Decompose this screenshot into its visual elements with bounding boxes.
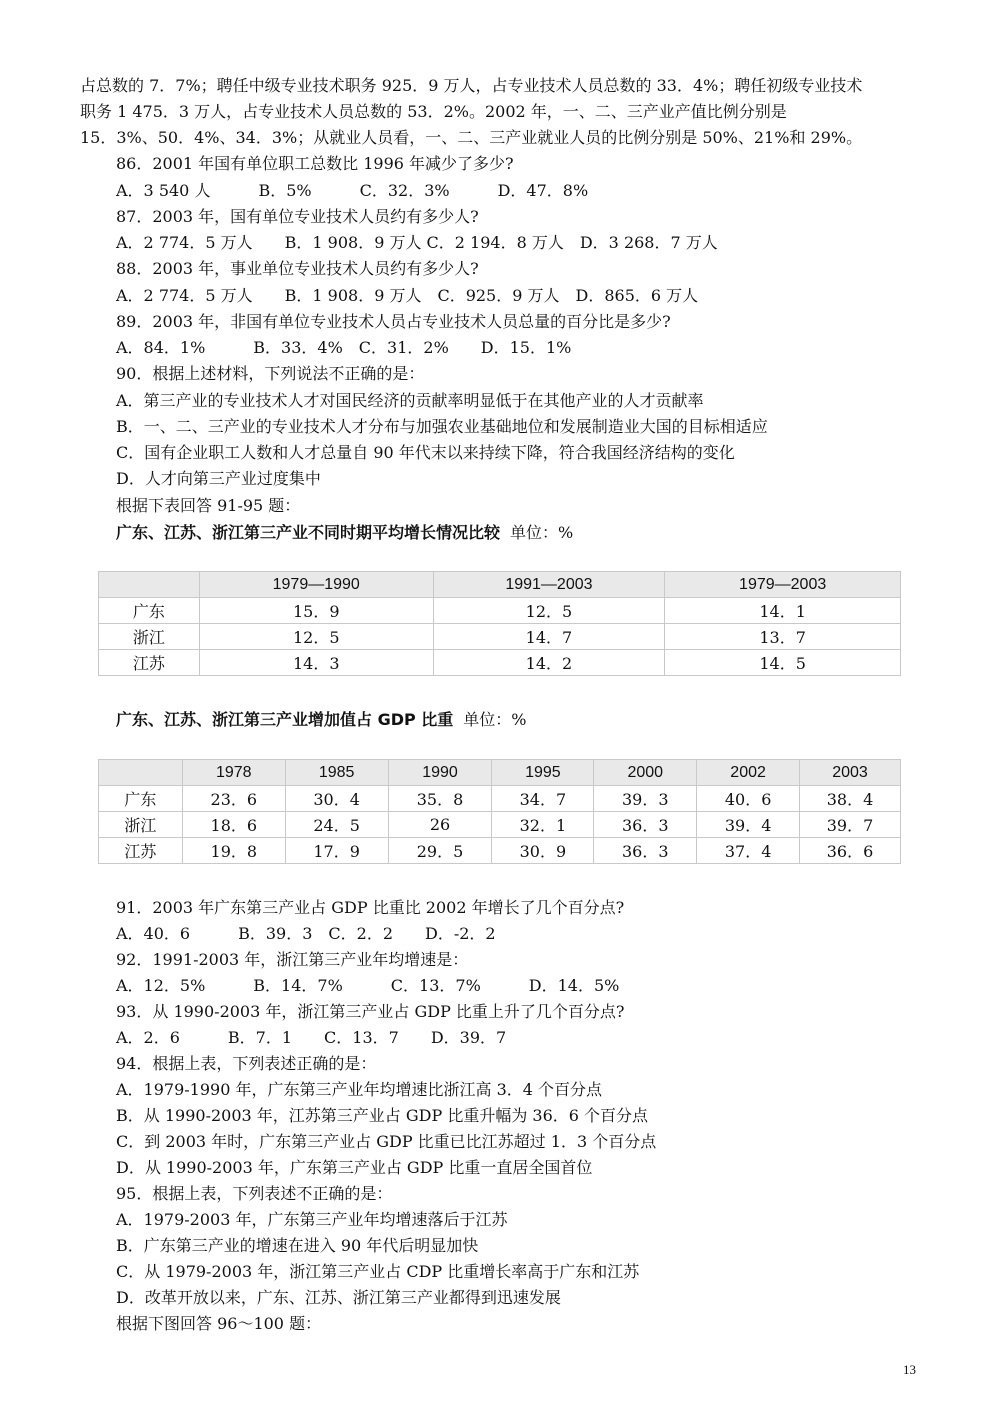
table-cell: 38．4 — [800, 786, 901, 812]
row-label: 广东 — [99, 786, 183, 812]
table-cell: 24．5 — [285, 812, 388, 838]
answer-option: C．从 1979-2003 年，浙江第三产业占 CDP 比重增长率高于广东和江苏 — [116, 1262, 640, 1281]
table1 — [98, 571, 901, 676]
answer-option: D．从 1990-2003 年，广东第三产业占 GDP 比重一直居全国首位 — [116, 1158, 593, 1177]
table2 — [98, 759, 901, 864]
table-row — [99, 624, 901, 650]
question-line: 94．根据上表，下列表述正确的是： — [116, 1054, 377, 1073]
table2-title: 广东、江苏、浙江第三产业增加值占 GDP 比重 — [116, 710, 454, 729]
table-cell: 15．9 — [199, 598, 433, 624]
table1-caption — [116, 522, 573, 544]
table-cell: 17．9 — [285, 838, 388, 864]
table-cell: 35．8 — [388, 786, 492, 812]
table-cell: 30．9 — [492, 838, 594, 864]
row-label: 浙江 — [99, 624, 200, 650]
table-cell: 26 — [388, 812, 492, 838]
table-header-cell: 2000 — [594, 760, 697, 786]
question-line: 92．1991-2003 年，浙江第三产业年均增速是： — [116, 950, 469, 969]
table-row — [99, 786, 901, 812]
answer-option: A．第三产业的专业技术人才对国民经济的贡献率明显低于在其他产业的人才贡献率 — [116, 391, 704, 410]
table-header-cell: 1991—2003 — [433, 572, 665, 598]
table-header-cell: 2003 — [800, 760, 901, 786]
table-cell: 18．6 — [182, 812, 285, 838]
instruction-line: 根据下表回答 91-95 题： — [116, 496, 301, 515]
answer-options: A．2．6 B．7．1 C．13．7 D．39．7 — [116, 1028, 507, 1047]
answer-options: A．3 540 人 B．5% C．32．3% D．47．8% — [116, 181, 589, 200]
answer-options: A．12．5% B．14．7% C．13．7% D．14．5% — [116, 976, 620, 995]
table-row — [99, 838, 901, 864]
table-cell: 12．5 — [433, 598, 665, 624]
table-cell: 30．4 — [285, 786, 388, 812]
table-cell: 13．7 — [665, 624, 901, 650]
answer-options: A．40．6 B．39．3 C．2．2 D．-2．2 — [116, 924, 496, 943]
table1-unit: 单位：% — [510, 523, 574, 542]
question-line: 87．2003 年，国有单位专业技术人员约有多少人? — [116, 207, 479, 226]
table-cell: 39．3 — [594, 786, 697, 812]
table-cell: 14．7 — [433, 624, 665, 650]
answer-options: A．2 774．5 万人 B．1 908．9 万人 C．925．9 万人 D．865．6 万人 — [116, 286, 699, 305]
answer-option: A．1979-2003 年，广东第三产业年均增速落后于江苏 — [116, 1210, 508, 1229]
question-line: 93．从 1990-2003 年，浙江第三产业占 GDP 比重上升了几个百分点? — [116, 1002, 625, 1021]
table-cell: 14．1 — [665, 598, 901, 624]
question-line: 86．2001 年国有单位职工总数比 1996 年减少了多少? — [116, 154, 514, 173]
answer-option: C．国有企业职工人数和人才总量自 90 年代末以来持续下降，符合我国经济结构的变化 — [116, 443, 735, 462]
question-line: 91．2003 年广东第三产业占 GDP 比重比 2002 年增长了几个百分点? — [116, 898, 625, 917]
table-header-cell: 1985 — [285, 760, 388, 786]
instruction-line: 根据下图回答 96～100 题： — [116, 1314, 322, 1333]
table2-unit: 单位：% — [463, 710, 527, 729]
table-row — [99, 650, 901, 676]
table-header-cell — [99, 572, 200, 598]
answer-option: C．到 2003 年时，广东第三产业占 GDP 比重已比江苏超过 1．3 个百分点 — [116, 1132, 657, 1151]
answer-options: A．2 774．5 万人 B．1 908．9 万人 C．2 194．8 万人 D．3 268．7 万人 — [116, 233, 718, 252]
question-line: 89．2003 年，非国有单位专业技术人员占专业技术人员总量的百分比是多少? — [116, 312, 671, 331]
table1-header-row — [99, 572, 901, 598]
table2-header-row — [99, 760, 901, 786]
page-number: 13 — [903, 1362, 916, 1377]
table-cell: 36．3 — [594, 838, 697, 864]
table-row — [99, 812, 901, 838]
table-header-cell: 2002 — [697, 760, 800, 786]
table-cell: 32．1 — [492, 812, 594, 838]
table-cell: 36．3 — [594, 812, 697, 838]
table-cell: 39．7 — [800, 812, 901, 838]
table-cell: 37．4 — [697, 838, 800, 864]
table-cell: 19．8 — [182, 838, 285, 864]
answer-option: A．1979-1990 年，广东第三产业年均增速比浙江高 3．4 个百分点 — [116, 1080, 603, 1099]
answer-option: B．一、二、三产业的专业技术人才分布与加强农业基础地位和发展制造业大国的目标相适应 — [116, 417, 768, 436]
answer-options: A．84．1% B．33．4% C．31．2% D．15．1% — [116, 338, 572, 357]
row-label: 广东 — [99, 598, 200, 624]
intro-line: 职务 1 475．3 万人，占专业技术人员总数的 53．2%。2002 年，一、二、三产业产值比例分别是 — [80, 102, 787, 121]
table-header-cell: 1978 — [182, 760, 285, 786]
table-row — [99, 598, 901, 624]
question-line: 88．2003 年，事业单位专业技术人员约有多少人? — [116, 259, 479, 278]
table1-title: 广东、江苏、浙江第三产业不同时期平均增长情况比较 — [116, 523, 501, 542]
question-line: 95．根据上表，下列表述不正确的是： — [116, 1184, 393, 1203]
table-cell: 36．6 — [800, 838, 901, 864]
answer-option: D．改革开放以来，广东、江苏、浙江第三产业都得到迅速发展 — [116, 1288, 561, 1307]
answer-option: B．从 1990-2003 年，江苏第三产业占 GDP 比重升幅为 36．6 个百分点 — [116, 1106, 649, 1125]
table-header-cell: 1990 — [388, 760, 492, 786]
table-cell: 40．6 — [697, 786, 800, 812]
row-label: 浙江 — [99, 812, 183, 838]
row-label: 江苏 — [99, 650, 200, 676]
table-header-cell: 1979—1990 — [199, 572, 433, 598]
answer-option: D．人才向第三产业过度集中 — [116, 469, 321, 488]
intro-line: 15．3%、50．4%、34．3%；从就业人员看，一、二、三产业就业人员的比例分别是 50%、21%和 29%。 — [80, 128, 863, 147]
question-line: 90．根据上述材料，下列说法不正确的是： — [116, 364, 425, 383]
table-cell: 12．5 — [199, 624, 433, 650]
intro-line: 占总数的 7．7%；聘任中级专业技术职务 925．9 万人，占专业技术人员总数的 33．4%；聘任初级专业技术 — [80, 76, 863, 95]
answer-option: B．广东第三产业的增速在进入 90 年代后明显加快 — [116, 1236, 479, 1255]
table-header-cell — [99, 760, 183, 786]
table-cell: 29．5 — [388, 838, 492, 864]
table-header-cell: 1995 — [492, 760, 594, 786]
table-cell: 14．3 — [199, 650, 433, 676]
table-cell: 23．6 — [182, 786, 285, 812]
table-header-cell: 1979—2003 — [665, 572, 901, 598]
row-label: 江苏 — [99, 838, 183, 864]
table-cell: 14．2 — [433, 650, 665, 676]
table-cell: 14．5 — [665, 650, 901, 676]
table-cell: 34．7 — [492, 786, 594, 812]
table2-caption — [116, 709, 527, 731]
table-cell: 39．4 — [697, 812, 800, 838]
